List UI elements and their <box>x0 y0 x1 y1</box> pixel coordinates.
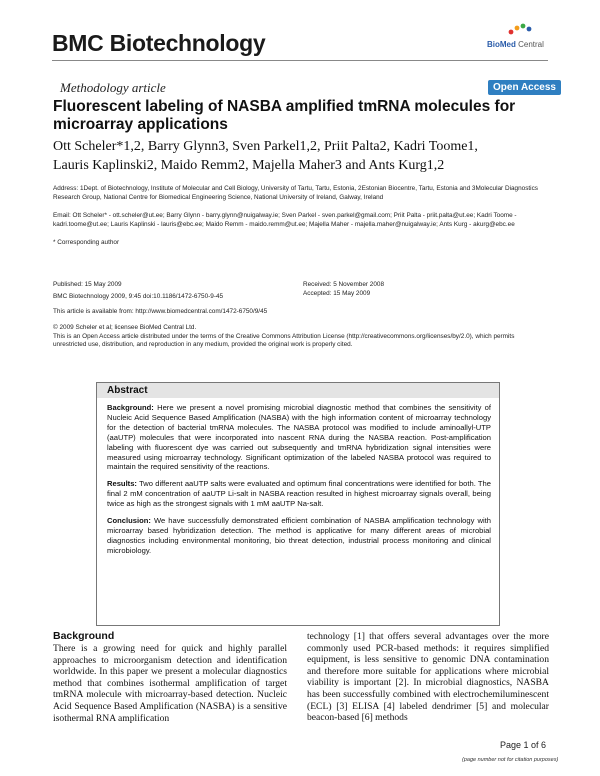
accepted-date: Accepted: 15 May 2009 <box>303 289 371 297</box>
abstract-results <box>107 479 491 509</box>
affiliations: Address: 1Dept. of Biotechnology, Institute of Molecular and Cell Biology, University of Tartu, Tartu, Estonia, 2Estonian Biocentre, Tartu, Estonia and 3Molecular Diagnostics Research Group, National Centre for Biomedical Engineering Science, National University of Ireland, Galway, Ireland <box>53 185 538 201</box>
article-type: Methodology article <box>60 80 166 95</box>
received-date: Received: 5 November 2008 <box>303 281 384 288</box>
logo-text-central: Central <box>515 40 544 49</box>
open-access-badge[interactable]: Open Access <box>488 80 561 95</box>
abstract-background <box>107 403 491 472</box>
body-column-left: There is a growing need for quick and highly parallel approaches to microorganism detection and identification worldwide. In this paper we present a molecular diagnostics method that combines isothermal amplification of target tmRNA molecule with microarray-based detection. Nucleic Acid Sequence Based Amplification (NASBA) is a sensitive isothermal RNA amplification <box>53 643 287 724</box>
article-url[interactable]: This article is available from: http://www.biomedcentral.com/1472-6750/9/45 <box>53 308 268 315</box>
abstract-background-label: Background: <box>107 403 154 412</box>
page-number: Page 1 of 6 <box>500 740 547 750</box>
authors-line-1: Ott Scheler*1,2, Barry Glynn3, Sven Parkel1,2, Priit Palta2, Kadri Toome1, <box>53 139 478 154</box>
author-list <box>53 137 548 175</box>
abstract-heading: Abstract <box>97 383 499 398</box>
abstract-results-text: Two different aaUTP salts were evaluated and optimum final concentrations were identified for both. The final 2 mM concentration of aaUTP Li-salt in NASBA reaction resulted in highest microarray signals overall, being twice as high as the strongest signals with 1 mM aaUTP Na-salt. <box>107 479 491 509</box>
corresponding-author-note: * Corresponding author <box>53 239 120 246</box>
logo-text-biomed: BioMed <box>487 40 516 49</box>
publication-info-left <box>53 281 303 301</box>
body-column-right: technology [1] that offers several advantages over the more commonly used PCR-based methods: it requires simplified equipment, is less sensitive to genomic DNA contamination and therefore more suitable for applications where microbial viability is important [2]. In microbial diagnostics, NASBA has been successfully combined with electrochemiluminescent (ECL) [3] ELISA [4] labeled dendrimer [5] and molecular beacon-based [6] methods <box>307 631 549 724</box>
citation: BMC Biotechnology 2009, 9:45 doi:10.1186/1472-6750-9-45 <box>53 292 224 300</box>
license-text: This is an Open Access article distributed under the terms of the Creative Commons Attribution License (http://creativecommons.org/licenses/by/2.0), which permits unrestricted use, distribution, and reproduction in any medium, provided the original work is properly cited. <box>53 332 515 349</box>
authors-line-2: Lauris Kaplinski2, Maido Remm2, Majella Maher3 and Ants Kurg1,2 <box>53 158 445 173</box>
publication-info-right <box>303 281 503 298</box>
abstract-background-text: Here we present a novel promising microbial diagnostic method that combines the sensitivity of Nucleic Acid Sequence Based Amplification (NASBA) with the high information content of microarray technology for the detection of bacterial tmRNA molecules. The NASBA protocol was modified to include aminoallyl-UTP (aaUTP) molecules that were incorporated into nascent RNA during the NASBA reaction. Post-amplification labeling with fluorescent dye was carried out subsequently and tmRNA hybridization signal intensities were measured using microarray technology. Significant optimization of the labeled NASBA protocol was required to maintain the required sensitivity of the reactions. <box>107 403 491 472</box>
copyright-block <box>53 324 548 350</box>
biomed-central-logo <box>487 22 547 54</box>
abstract-conclusion <box>107 516 491 556</box>
background-heading: Background <box>53 630 115 642</box>
header-divider <box>52 60 548 61</box>
author-emails: Email: Ott Scheler* - ott.scheler@ut.ee; Barry Glynn - barry.glynn@nuigalway.ie; Sven Parkel - sven.parkel@gmail.com; Priit Palta - priit.palta@ut.ee; Kadri Toome - kadri.toome@ut.ee; Lauris Kaplinski - lauris@ebc.ee; Maido Remm - maido.remm@ut.ee; Majella Maher - majella.maher@nuigalway.ie; Ants Kurg - akurg@ebc.ee <box>53 212 517 228</box>
abstract-body <box>107 403 491 563</box>
copyright-line: © 2009 Scheler et al; licensee BioMed Central Ltd. <box>53 324 197 331</box>
abstract-box <box>96 382 500 626</box>
article-title: Fluorescent labeling of NASBA amplified tmRNA molecules for microarray applications <box>53 98 516 133</box>
published-date: Published: 15 May 2009 <box>53 281 122 288</box>
abstract-results-label: Results: <box>107 479 137 489</box>
abstract-conclusion-label: Conclusion: <box>107 516 151 526</box>
abstract-conclusion-text: We have successfully demonstrated efficient combination of NASBA amplification technology with microarray based hybridization detection. The method is applicative for many different areas of microbial diagnostics including environmental monitoring, bio threat detection, industrial process monitoring and clinical microbiology. <box>107 516 491 555</box>
page-number-note: (page number not for citation purposes) <box>462 757 559 763</box>
logo-dots-icon <box>507 22 533 36</box>
journal-title: BMC Biotechnology <box>52 30 266 56</box>
